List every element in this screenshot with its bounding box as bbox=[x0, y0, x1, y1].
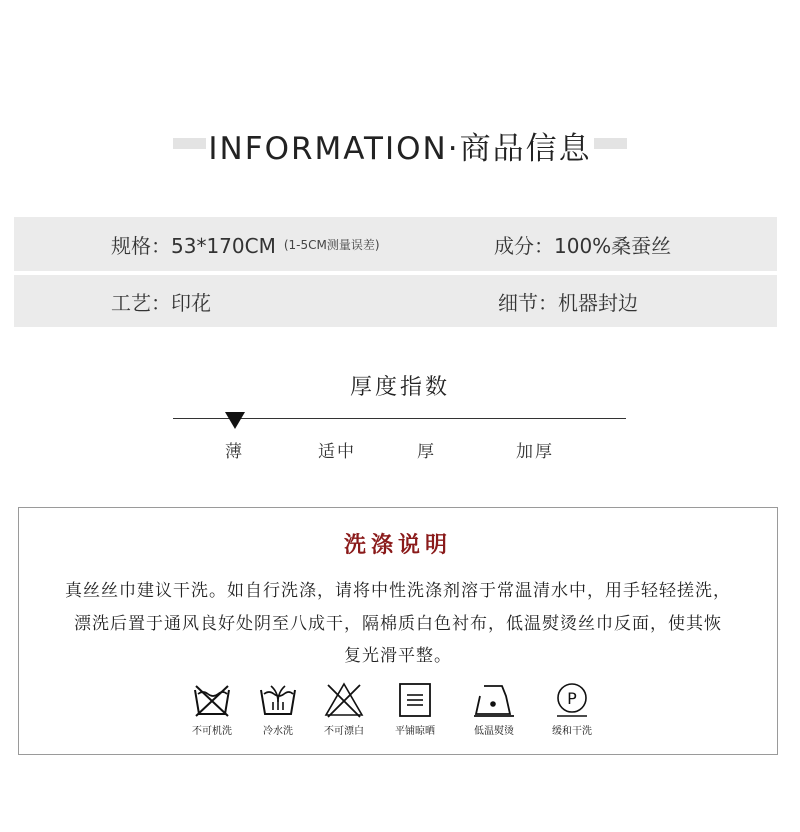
care-label: 冷水洗 bbox=[263, 726, 293, 737]
section-title bbox=[173, 118, 627, 168]
care-label: 平铺晾晒 bbox=[395, 726, 435, 737]
care-label: 不可漂白 bbox=[324, 726, 364, 737]
washing-text-line-1: 真丝丝巾建议干洗。如自行洗涤，请将中性洗涤剂溶于常温清水中，用手轻轻搓洗， bbox=[65, 581, 731, 601]
spec-material-value: 成分：100%桑蚕丝 bbox=[494, 233, 672, 258]
spec-row-1 bbox=[14, 217, 777, 271]
spec-craft bbox=[111, 275, 211, 327]
spec-size-note: (1-5CM测量误差) bbox=[283, 237, 380, 252]
thickness-level-medium: 适中 bbox=[318, 442, 356, 462]
no-bleach-icon bbox=[324, 682, 364, 718]
spec-detail-value: 细节：机器封边 bbox=[498, 290, 638, 315]
washing-title: 洗涤说明 bbox=[343, 533, 452, 558]
thickness-level-thin: 薄 bbox=[225, 442, 244, 462]
thickness-level-extra-thick: 加厚 bbox=[516, 442, 554, 462]
dry-clean-icon bbox=[552, 682, 592, 718]
care-label: 缓和干洗 bbox=[552, 726, 592, 737]
spec-material bbox=[494, 217, 671, 271]
care-item-low-iron bbox=[459, 682, 529, 737]
low-iron-icon bbox=[472, 682, 516, 718]
washing-instructions-box bbox=[18, 507, 778, 755]
flat-dry-icon bbox=[395, 682, 435, 718]
spec-detail bbox=[498, 275, 638, 327]
washing-text-line-2: 漂洗后置于通风良好处阴至八成干，隔棉质白色衬布，低温熨烫丝巾反面，使其恢 bbox=[74, 614, 722, 634]
spec-size-value: 规格：53*170CM bbox=[111, 233, 276, 258]
care-label: 低温熨烫 bbox=[474, 726, 514, 737]
no-machine-wash-icon bbox=[192, 682, 232, 718]
thickness-title: 厚度指数 bbox=[349, 375, 450, 400]
care-item-no-machine-wash bbox=[177, 682, 247, 737]
care-item-flat-dry bbox=[380, 682, 450, 737]
care-label: 不可机洗 bbox=[192, 726, 232, 737]
care-item-cold-wash bbox=[243, 682, 313, 737]
washing-text-line-3: 复光滑平整。 bbox=[344, 646, 452, 666]
spec-row-2 bbox=[14, 275, 777, 327]
page-title: INFORMATION·商品信息 bbox=[208, 131, 592, 167]
thickness-level-thick: 厚 bbox=[417, 442, 436, 462]
spec-craft-value: 工艺：印花 bbox=[111, 290, 211, 315]
cold-wash-icon bbox=[258, 682, 298, 718]
svg-text:P: P bbox=[567, 689, 577, 708]
care-item-dry-clean bbox=[537, 682, 607, 737]
spec-size bbox=[111, 217, 380, 271]
thickness-marker-icon bbox=[225, 412, 245, 429]
care-item-no-bleach bbox=[309, 682, 379, 737]
